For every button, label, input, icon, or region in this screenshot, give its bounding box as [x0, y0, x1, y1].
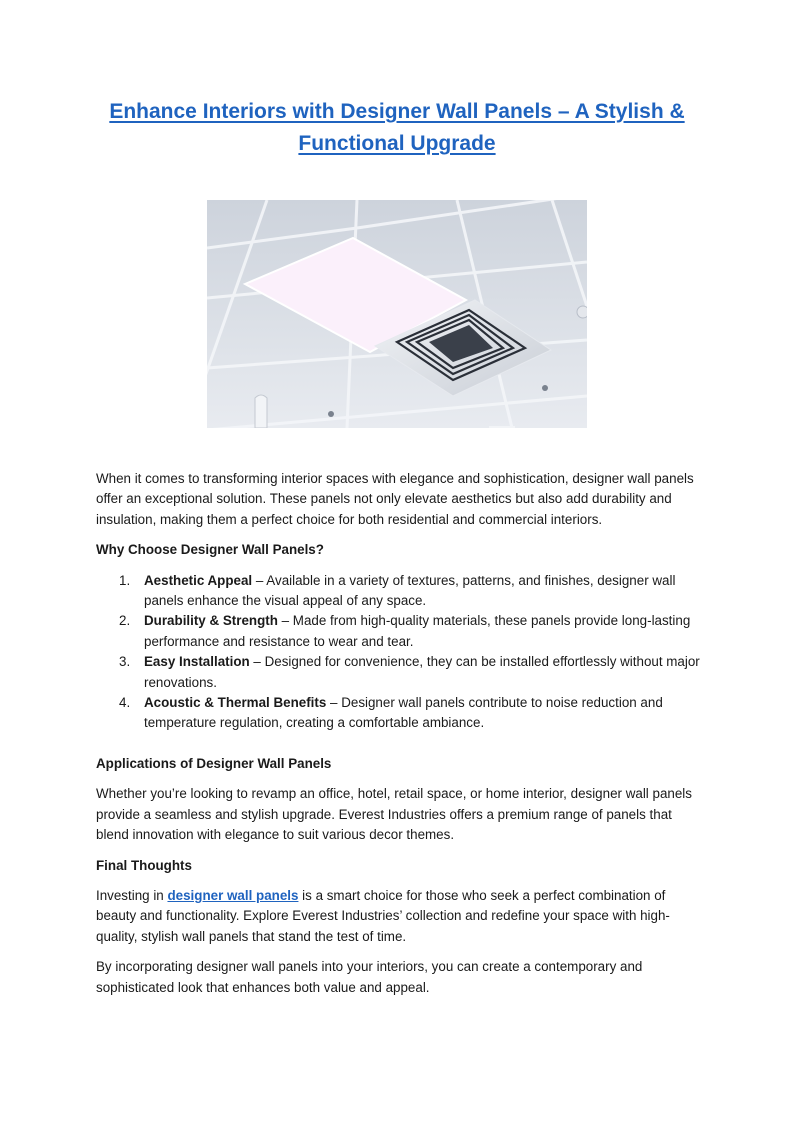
list-item: [96, 652, 702, 693]
list-item: [96, 693, 702, 734]
applications-heading: Applications of Designer Wall Panels: [96, 755, 332, 771]
benefit-text: – Available in a variety of textures, patterns, and finishes, designer wall panels enhance the visual appeal of any space.: [144, 572, 676, 609]
applications-paragraph: Whether you’re looking to revamp an office, hotel, retail space, or home interior, designer wall panels provide a seamless and stylish upgrade. Everest Industries offers a premium range of panels that blend innovation with elegance to suit various decor themes.: [96, 786, 692, 843]
section-spacer: [96, 744, 702, 754]
benefit-title: Durability & Strength: [144, 613, 278, 629]
benefit-text: – Made from high-quality materials, these panels provide long-lasting performance and resistance to wear and tear.: [144, 613, 691, 649]
benefit-text: – Designer wall panels contribute to noise reduction and temperature regulation, creating a comfortable ambiance.: [144, 695, 663, 731]
intro-paragraph: When it comes to transforming interior spaces with elegance and sophistication, designer wall panels offer an exceptional solution. These panels not only elevate aesthetics but also add durability and insulation, making them a perfect choice for both residential and commercial interiors.: [96, 471, 694, 527]
designer-wall-panels-link[interactable]: designer wall panels: [167, 887, 299, 903]
final-text-before: Investing in: [96, 887, 168, 903]
benefit-title: Easy Installation: [144, 654, 250, 670]
benefit-title: Acoustic & Thermal Benefits: [144, 695, 327, 711]
why-heading: Why Choose Designer Wall Panels?: [96, 542, 324, 558]
article-body: [96, 469, 702, 1008]
final-heading: Final Thoughts: [96, 857, 192, 873]
ceiling-panel-photo: [207, 200, 587, 428]
final-paragraph: [96, 886, 702, 947]
closing-paragraph: By incorporating designer wall panels into your interiors, you can create a contemporary and sophisticated look that enhances both value and appeal.: [96, 959, 643, 995]
list-number: 1.: [119, 572, 131, 588]
list-item: [96, 611, 702, 652]
benefits-list: [96, 571, 702, 734]
benefit-title: Aesthetic Appeal: [144, 572, 253, 588]
list-number: 2.: [119, 613, 131, 629]
page-title: Enhance Interiors with Designer Wall Panels – A Stylish & Functional Upgrade: [109, 100, 685, 155]
list-number: 4.: [119, 695, 131, 711]
list-number: 3.: [119, 654, 131, 670]
final-text-after: is a smart choice for those who seek a perfect combination of beauty and functionality. Explore Everest Industries’ collection and redefine your space with high-quality, stylish wall panels that stand the test of time.: [96, 887, 670, 944]
benefit-text: – Designed for convenience, they can be installed effortlessly without major renovations.: [144, 654, 700, 690]
list-item: [96, 571, 702, 612]
